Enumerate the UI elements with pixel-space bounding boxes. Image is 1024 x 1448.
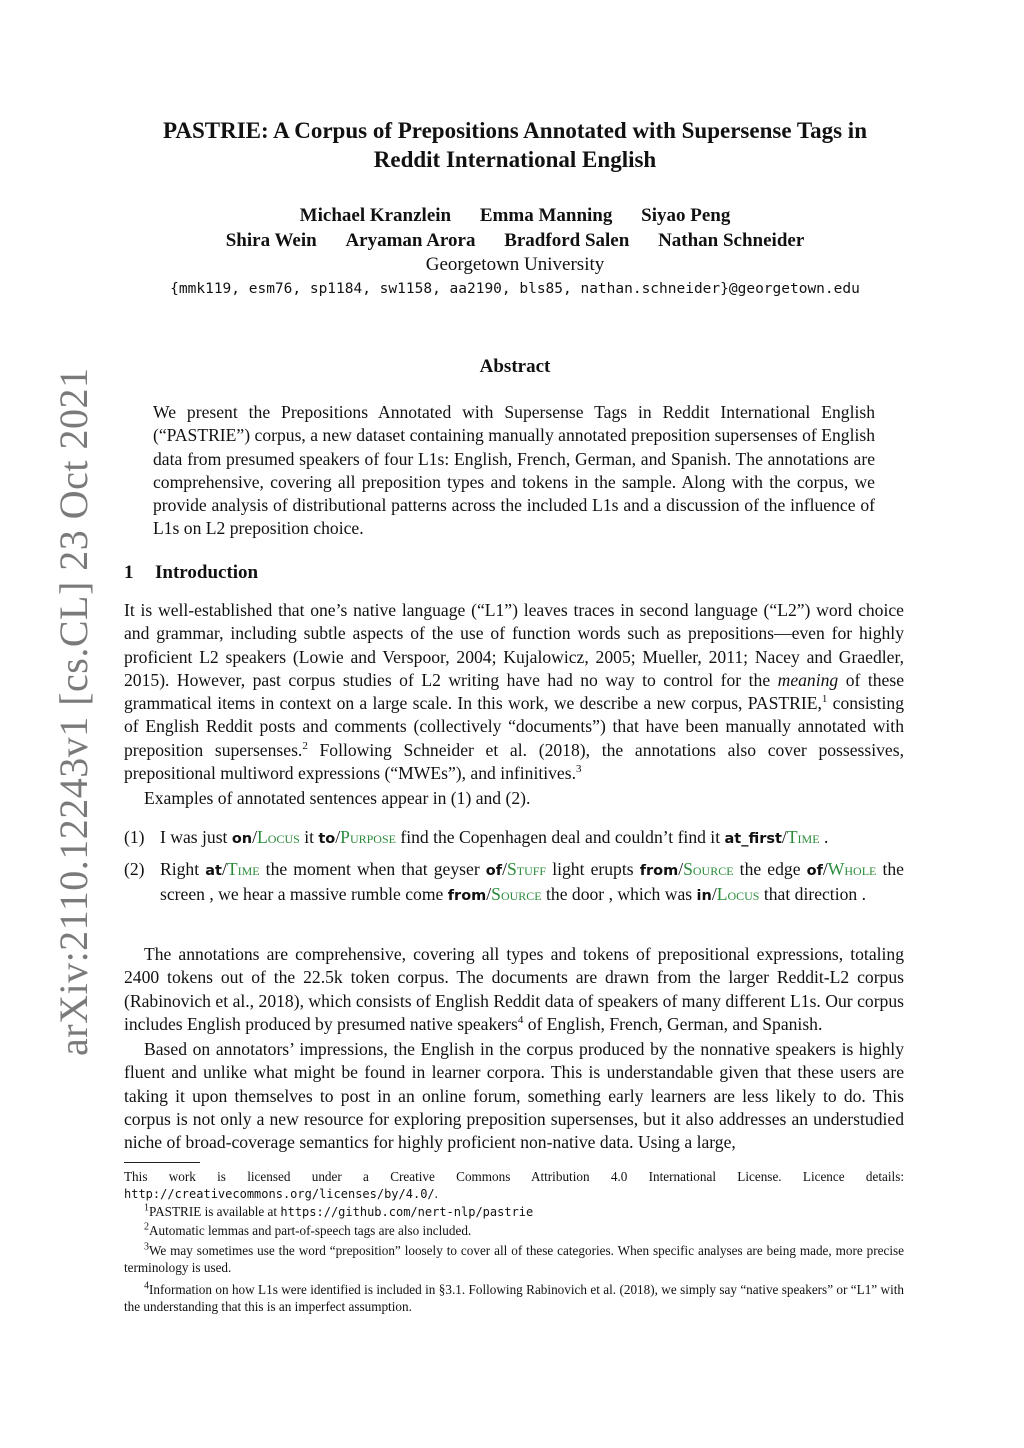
affiliation: Georgetown University — [425, 254, 605, 275]
emphasis: meaning — [777, 669, 839, 690]
author-row-2 — [100, 228, 930, 253]
footnote-marker[interactable]: 3 — [575, 763, 582, 776]
author-name: Nathan Schneider — [658, 230, 805, 251]
author-name: Shira Wein — [225, 230, 317, 251]
example-2 — [124, 858, 904, 909]
footnote-4: $^4$Information on how L1s were identified is included in §3.1. Following Rabinovich et al. (2018), we simply say “native speakers” or “L1” with the understanding that this is an imperfect assumption. — [124, 1280, 904, 1314]
section-heading — [124, 562, 258, 584]
preposition-token: of — [485, 863, 503, 879]
intro-paragraph-3: The annotations are comprehensive, covering all types and tokens of prepositional expressions, totaling 2400 tokens out of the 22.5k token corpus. The documents are drawn from the larger Reddit-L2 corpus (Rabinovich et al., 2018), which consists of English Reddit data of speakers of many different L1s. Our corpus includes English produced by presumed native speakers$^4$ of English, French, German, and Spanish. — [124, 944, 904, 1034]
author-emails: {mmk119, esm76, sp1184, sw1158, aa2190, bls85, nathan.schneider}@georgetown.edu — [170, 281, 860, 297]
license-link[interactable]: http://creativecommons.org/licenses/by/4.0/ — [124, 1187, 435, 1201]
author-list — [100, 203, 930, 253]
author-name: Bradford Salen — [504, 230, 630, 251]
supersense-tag: Whole — [827, 859, 877, 879]
preposition-token: from — [447, 888, 487, 905]
footnote-3: $^3$We may sometimes use the word “preposition” loosely to cover all of these categories. When specific analyses are being made, more precise terminology is used. — [124, 1241, 904, 1275]
abstract-heading: Abstract — [479, 356, 551, 377]
supersense-tag: Locus — [257, 827, 300, 847]
preposition-token: to — [318, 831, 336, 847]
intro-paragraph-1: It is well-established that one’s native language (“L1”) leaves traces in second language (“L2”) word choice and grammar, including subtle aspects of the use of function words such as prepositions—even for highly proficient L2 speakers (Lowie and Verspoor, 2004; Kujalowicz, 2005; Mueller, 2011; Nacey and Graedler, 2015). However, past corpus studies of L2 writing have had no way to control for the meaning of these grammatical items in context on a large scale. In this work, we describe a new corpus, PASTRIE,$^1$ consisting of English Reddit posts and comments (collectively “documents”) that have been manually annotated with preposition supersenses.$^2$ Following Schneider et al. (2018), the annotations also cover possessives, prepositional multiword expressions (“MWEs”), and infinitives.$^3$ — [124, 600, 904, 784]
supersense-tag: Time — [226, 859, 260, 879]
supersense-tag: Locus — [716, 884, 760, 905]
preposition-token: from — [639, 863, 679, 879]
intro-paragraph-4: Based on annotators’ impressions, the English in the corpus produced by the nonnative speakers is highly fluent and unlike what might be found in learner corpora. This is understandable given that these users are taking it upon themselves to post in an online forum, something early learners are less likely to do. This corpus is not only a new resource for exploring preposition supersenses, but it also addresses an understudied niche of broad-coverage semantics for highly proficient non-native data. Using a large, — [124, 1039, 904, 1153]
preposition-token: at — [205, 863, 222, 879]
footnote-marker[interactable]: 1 — [821, 693, 828, 706]
footnote-marker[interactable]: 4 — [517, 1014, 524, 1027]
supersense-tag: Source — [491, 884, 542, 905]
title-line-1: PASTRIE: A Corpus of Prepositions Annotated with Supersense Tags in — [163, 118, 867, 143]
supersense-tag: Purpose — [340, 827, 396, 847]
author-row-1 — [100, 203, 930, 228]
example-label: (1) — [124, 827, 145, 847]
example-text: Right at/Time the moment when that geyser of/Stuff light erupts from/Source the edge of/Whole the screen , we hear a massive rumble come from/Source the door , which was in/Locus that direction . — [160, 859, 904, 905]
preposition-token: of — [806, 863, 823, 879]
intro-paragraph-2: Examples of annotated sentences appear in (1) and (2). — [144, 788, 531, 808]
supersense-tag: Source — [683, 859, 734, 879]
example-label: (2) — [124, 859, 145, 879]
preposition-token: in — [696, 888, 712, 905]
preposition-token: at_first — [724, 831, 782, 847]
supersense-tag: Time — [786, 827, 820, 847]
footnote-divider — [124, 1162, 200, 1163]
footnote-2: $^2$Automatic lemmas and part-of-speech tags are also included. — [144, 1221, 472, 1238]
license-footnote: This work is licensed under a Creative Commons Attribution 4.0 International License. Licence details: http://creativecommons.org/licenses/by/4.0/. — [124, 1169, 904, 1201]
example-text: I was just on/Locus it to/Purpose find the Copenhagen deal and couldn’t find it at_first/Time . — [160, 827, 829, 847]
author-name: Aryaman Arora — [345, 230, 476, 251]
arxiv-identifier: arXiv:2110.12243v1 [cs.CL] 23 Oct 2021 — [51, 367, 96, 1056]
author-name: Michael Kranzlein — [299, 205, 452, 226]
author-name: Emma Manning — [479, 205, 613, 226]
repo-link[interactable]: https://github.com/nert-nlp/pastrie — [280, 1205, 534, 1219]
paper-title — [100, 116, 930, 174]
footnote-1: $^1$PASTRIE is available at https://github.com/nert-nlp/pastrie — [144, 1202, 534, 1219]
supersense-tag: Stuff — [506, 859, 547, 879]
title-line-2: Reddit International English — [373, 147, 657, 172]
section-title: Introduction — [155, 562, 259, 583]
footnote-marker[interactable]: 2 — [302, 739, 308, 752]
section-number: 1 — [124, 562, 134, 583]
example-1 — [124, 826, 904, 851]
preposition-token: on — [231, 831, 253, 847]
author-name: Siyao Peng — [641, 205, 731, 226]
abstract-text: We present the Prepositions Annotated with Supersense Tags in Reddit International English (“PASTRIE”) corpus, a new dataset containing manually annotated preposition supersenses of English data from presumed speakers of four L1s: English, French, German, and Spanish. The annotations are comprehensive, covering all preposition types and tokens in the sample. Along with the corpus, we provide analysis of distributional patterns across the included L1s and a discussion of the influence of L1s on L2 preposition choice. — [153, 402, 875, 539]
